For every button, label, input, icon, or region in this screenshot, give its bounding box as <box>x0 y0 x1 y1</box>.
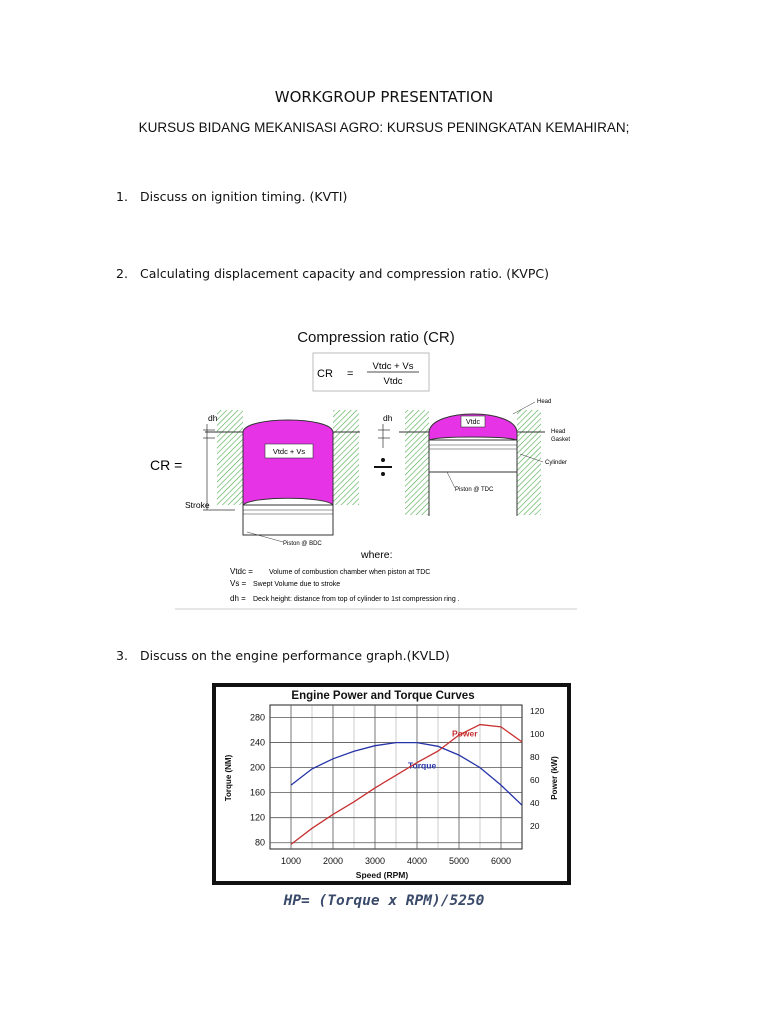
definition-text: Swept Volume due to stroke <box>253 581 341 588</box>
head-gasket-label-2: Gasket <box>551 437 571 443</box>
y-axis-label: Torque (NM) <box>224 754 233 802</box>
y2-tick-label: 60 <box>530 774 540 785</box>
compression-ratio-diagram <box>150 320 577 612</box>
cr-label: CR = <box>150 457 183 473</box>
document-subtitle: KURSUS BIDANG MEKANISASI AGRO: KURSUS PENINGKATAN KEMAHIRAN; <box>138 120 630 135</box>
definition-symbol: Vs = <box>230 579 247 588</box>
chart-title: Engine Power and Torque Curves <box>291 690 475 702</box>
head-label: Head <box>537 399 552 405</box>
formula-lhs: CR <box>317 368 333 380</box>
list-text: Discuss on the engine performance graph.(KVLD) <box>140 648 450 663</box>
piston-bdc-label: Piston @ BDC <box>283 541 322 547</box>
horsepower-formula: HP= (Torque x RPM)/5250 <box>283 893 485 909</box>
x-tick-label: 1000 <box>280 856 302 866</box>
chart-background <box>216 687 567 881</box>
definition-symbol: dh = <box>230 594 246 603</box>
y-tick-label: 120 <box>249 812 265 823</box>
y-tick-label: 200 <box>249 762 265 773</box>
right-volume-label: Vtdc <box>465 419 481 426</box>
y2-tick-label: 80 <box>530 751 540 762</box>
divide-dot <box>381 458 385 462</box>
x-tick-label: 4000 <box>406 856 428 866</box>
y-tick-label: 160 <box>249 787 265 798</box>
head-gasket-label-1: Head <box>551 429 566 435</box>
x-tick-label: 2000 <box>322 856 344 866</box>
combustion-volume-bdc <box>243 420 333 505</box>
list-text: Discuss on ignition timing. (KVTI) <box>140 189 348 204</box>
y-tick-label: 80 <box>254 837 265 848</box>
dh-label-right: dh <box>383 413 393 423</box>
left-volume-label: Vtdc + Vs <box>272 447 306 456</box>
torque-label: Torque <box>408 760 437 771</box>
formula-numerator: Vtdc + Vs <box>372 361 414 372</box>
list-number: 1. <box>116 189 128 204</box>
list-item <box>116 648 450 663</box>
y-tick-label: 280 <box>249 712 265 723</box>
list-item <box>116 189 347 204</box>
cylinder-label: Cylinder <box>545 460 568 466</box>
y2-axis-label: Power (kW) <box>550 756 559 800</box>
list-number: 3. <box>116 648 128 663</box>
formula-denominator: Vtdc <box>383 376 403 387</box>
power-label: Power <box>452 728 478 739</box>
where-label: where: <box>361 549 393 561</box>
stroke-label: Stroke <box>185 500 210 510</box>
x-tick-label: 6000 <box>490 856 512 866</box>
formula-equals: = <box>347 368 354 380</box>
engine-performance-chart <box>212 683 571 885</box>
y-tick-label: 240 <box>249 737 265 748</box>
cylinder-wall-hatch <box>217 410 243 505</box>
x-tick-label: 5000 <box>448 856 470 866</box>
piston-tdc-label: Piston @ TDC <box>455 487 494 493</box>
x-axis-label: Speed (RPM) <box>355 870 409 880</box>
y2-tick-label: 40 <box>530 797 540 808</box>
list-item <box>116 266 549 281</box>
y2-tick-label: 100 <box>530 728 545 739</box>
cylinder-wall-hatch <box>333 410 359 505</box>
cylinder-wall-hatch <box>405 410 429 515</box>
y2-tick-label: 120 <box>530 705 545 716</box>
definition-text: Volume of combustion chamber when piston at TDC <box>269 569 431 576</box>
definition-symbol: Vtdc = <box>230 567 253 576</box>
divide-dot <box>381 472 385 476</box>
x-tick-label: 3000 <box>364 856 386 866</box>
leader-line <box>447 472 455 488</box>
y2-tick-label: 20 <box>530 820 540 831</box>
dh-label-left: dh <box>208 413 218 423</box>
list-number: 2. <box>116 266 128 281</box>
diagram-title: Compression ratio (CR) <box>297 329 455 346</box>
document-title: WORKGROUP PRESENTATION <box>274 88 494 106</box>
cylinder-wall-hatch <box>517 410 541 515</box>
list-text: Calculating displacement capacity and compression ratio. (KVPC) <box>140 266 549 281</box>
definition-text: Deck height: distance from top of cylinder to 1st compression ring . <box>253 596 460 603</box>
piston-bdc <box>243 505 333 535</box>
